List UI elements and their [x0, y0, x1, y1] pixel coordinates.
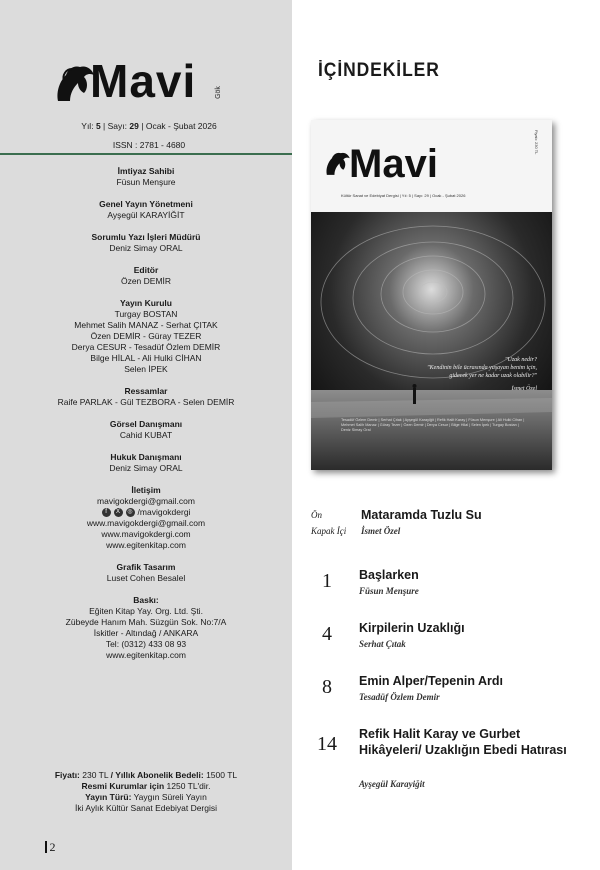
toc-page-number: 14 [317, 733, 337, 755]
masthead-section: Editör Özen DEMİR [120, 265, 172, 286]
masthead-section: Görsel Danışmanı Cahid KUBAT [109, 419, 183, 440]
email-link[interactable]: www.mavigokdergi@gmail.com [86, 518, 206, 528]
cover-subtitle: Kültür Sanat ve Edebiyat Dergisi | Yıl: 5 | Sayı: 29 | Ocak - Şubat 2026 [341, 193, 466, 198]
cover-quote: "Uzak nedir? "Kendinin bile ücrasında yaşayan benim için, gidecek yer ne kadar uzak olabilir?" İsmet Özel [427, 357, 537, 392]
toc-entry-title: Mataramda Tuzlu Su [361, 508, 482, 522]
page-number: 2 [45, 840, 56, 855]
toc-entry-author: Füsun Menşure [359, 586, 419, 596]
toc-entry-title: Başlarken [359, 568, 419, 582]
toc-page-number: 4 [322, 623, 332, 645]
email-link[interactable]: mavigokdergi@gmail.com [97, 496, 195, 506]
masthead-column [0, 0, 292, 870]
toc-entry[interactable] [311, 726, 571, 796]
toc-entry-author: Serhat Çıtak [359, 639, 406, 649]
toc-heading: İÇİNDEKİLER [318, 60, 440, 81]
toc-entry[interactable] [311, 567, 571, 601]
cover-contributors: Tesadüf Özlem Demir | Serhat Çıtak | Ayşegül Karayiğit | Refik Halit Karay | Füsun Menşure | Ali Hulki Cihan | Mehmet Salih Manaz | Güray Tezer | Özen Demir | Derya Cesur | Bilge Hilal | Selen İpek | Turgay Bostan | Deniz Simay Oral [341, 418, 525, 432]
cover-image [311, 120, 552, 470]
toc-entry-title: Refik Halit Karay ve Gurbet Hikâyeleri/ Uzaklığın Ebedi Hatırası [359, 727, 567, 757]
divider [0, 153, 292, 155]
cover-side-text: Fiyatı: 230 TL [534, 130, 539, 155]
toc-entry[interactable] [311, 507, 571, 541]
logo-wordmark: Mavi [90, 55, 197, 107]
magazine-logo [52, 55, 232, 113]
toc-page-number: 1 [322, 570, 332, 592]
horse-icon [323, 148, 351, 180]
masthead-section: Hukuk Danışmanı Deniz Simay ORAL [109, 452, 183, 473]
masthead-section: Genel Yayın Yönetmeni Ayşegül KARAYİĞİT [99, 199, 193, 220]
masthead-section: Sorumlu Yazı İşleri Müdürü Deniz Simay ORAL [91, 232, 201, 253]
issue-info: Yıl: 5 | Sayı: 29 | Ocak - Şubat 2026 [81, 121, 217, 131]
toc-entry-author: Tesadüf Özlem Demir [359, 692, 440, 702]
issn: ISSN : 2781 - 4680 [112, 140, 186, 150]
toc-entry-author: İsmet Özel [361, 526, 401, 536]
print-section: Baskı: Eğiten Kitap Yay. Org. Ltd. Şti. Zübeyde Hanım Mah. Süzgün Sok. No:7/A İskitler - Altındağ / ANKARA Tel: (0312) 433 08 93 www.egitenkitap.com [0, 595, 292, 661]
instagram-icon[interactable]: ◎ [127, 509, 133, 515]
website-link[interactable]: www.egitenkitap.com [106, 540, 186, 550]
contact-section: İletişim mavigokdergi@gmail.com f X ◎ /mavigokdergi www.mavigokdergi@gmail.com www.mavigokdergi.com www.egitenkitap.com [0, 485, 292, 551]
facebook-icon[interactable]: f [102, 508, 111, 517]
social-links [0, 507, 292, 518]
x-icon[interactable]: X [114, 508, 123, 517]
price-info: Fiyatı: 230 TL / Yıllık Abonelik Bedeli: 1500 TL Resmi Kurumlar için 1250 TL'dir. Yayın Türü: Yaygın Süreli Yayın İki Aylık Kültür Sanat Edebiyat Dergisi [54, 770, 238, 813]
website-link[interactable]: www.egitenkitap.com [106, 650, 186, 660]
toc-entry[interactable] [311, 673, 571, 707]
toc-entry[interactable] [311, 620, 571, 654]
masthead-list [0, 166, 292, 672]
design-section: Grafik Tasarım Luset Cohen Besalel [106, 562, 186, 583]
toc-label: Ön [311, 510, 322, 520]
masthead-section: Ressamlar Raife PARLAK - Gül TEZBORA - Selen DEMİR [57, 386, 235, 407]
masthead-section: İmtiyaz Sahibi Füsun Menşure [116, 166, 176, 187]
social-handle[interactable]: /mavigokdergi [137, 507, 191, 517]
logo-subscript: Gök [214, 86, 222, 99]
masthead-section: Yayın Kurulu Turgay BOSTAN Mehmet Salih MANAZ - Serhat ÇITAK Özen DEMİR - Güray TEZER Derya CESUR - Tesadüf Özlem DEMİR Bilge HİLAL - Ali Hulki CİHAN Selen İPEK [71, 298, 221, 374]
toc-entry-author: Ayşegül Karayiğit [359, 779, 425, 789]
toc-entry-title: Kirpilerin Uzaklığı [359, 621, 465, 635]
website-link[interactable]: www.mavigokdergi.com [101, 529, 191, 539]
toc-entry-title: Emin Alper/Tepenin Ardı [359, 674, 503, 688]
toc-page-number: 8 [322, 676, 332, 698]
toc-label: Kapak İçi [311, 526, 347, 536]
cover-logo: Mavi [349, 142, 438, 186]
